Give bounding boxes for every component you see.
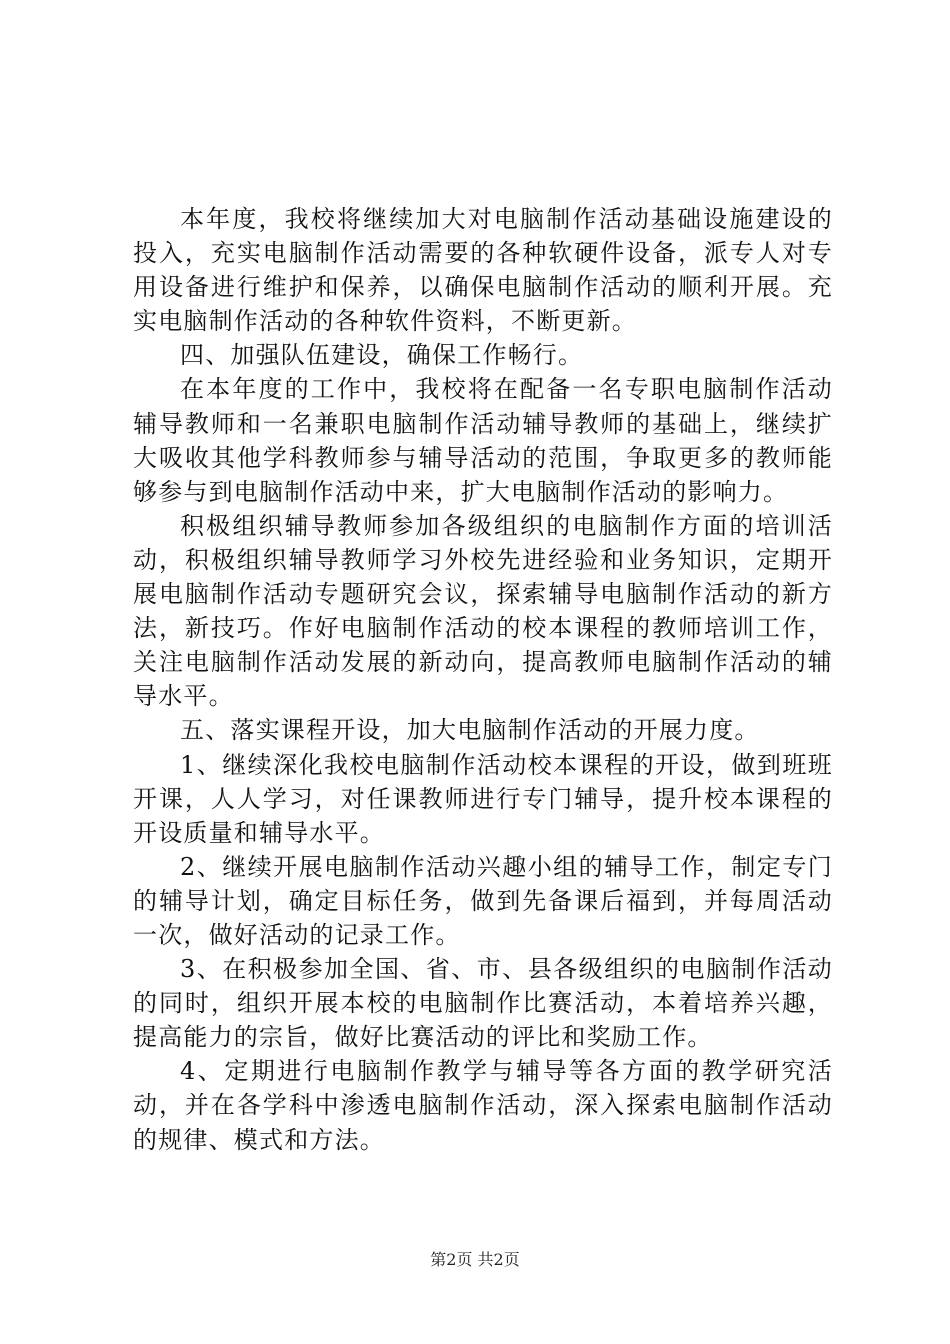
paragraph-teacher-staffing: 在本年度的工作中，我校将在配备一名专职电脑制作活动辅导教师和一名兼职电脑制作活动辅导教师的基础上，继续扩大吸收其他学科教师参与辅导活动的范围，争取更多的教师能够参与到电脑制作活动中来，扩大电脑制作活动的影响力。 bbox=[133, 375, 833, 506]
list-item-1: 1、继续深化我校电脑制作活动校本课程的开设，做到班班开课，人人学习，对任课教师进行专门辅导，提升校本课程的开设质量和辅导水平。 bbox=[133, 750, 833, 847]
list-item-2: 2、继续开展电脑制作活动兴趣小组的辅导工作，制定专门的辅导计划，确定目标任务，做到先备课后福到，并每周活动一次，做好活动的记录工作。 bbox=[133, 852, 833, 949]
list-item-4: 4、定期进行电脑制作教学与辅导等各方面的教学研究活动，并在各学科中渗透电脑制作活动，深入探索电脑制作活动的规律、模式和方法。 bbox=[133, 1057, 833, 1154]
paragraph-teacher-training: 积极组织辅导教师参加各级组织的电脑制作方面的培训活动，积极组织辅导教师学习外校先进经验和业务知识，定期开展电脑制作活动专题研究会议，探索辅导电脑制作活动的新方法，新技巧。作好电脑制作活动的校本课程的教师培训工作，关注电脑制作活动发展的新动向，提高教师电脑制作活动的辅导水平。 bbox=[133, 511, 833, 711]
page-number-footer: 第2页 共2页 bbox=[430, 1250, 520, 1269]
section-heading-team-building: 四、加强队伍建设，确保工作畅行。 bbox=[180, 341, 584, 370]
section-heading-curriculum: 五、落实课程开设，加大电脑制作活动的开展力度。 bbox=[180, 716, 760, 745]
paragraph-infrastructure: 本年度，我校将继续加大对电脑制作活动基础设施建设的投入，充实电脑制作活动需要的各种软硬件设备，派专人对专用设备进行维护和保养，以确保电脑制作活动的顺利开展。充实电脑制作活动的各种软件资料，不断更新。 bbox=[133, 205, 833, 336]
document-body bbox=[133, 202, 833, 1157]
list-item-3: 3、在积极参加全国、省、市、县各级组织的电脑制作活动的同时，组织开展本校的电脑制作比赛活动，本着培养兴趣，提高能力的宗旨，做好比赛活动的评比和奖励工作。 bbox=[133, 955, 833, 1052]
